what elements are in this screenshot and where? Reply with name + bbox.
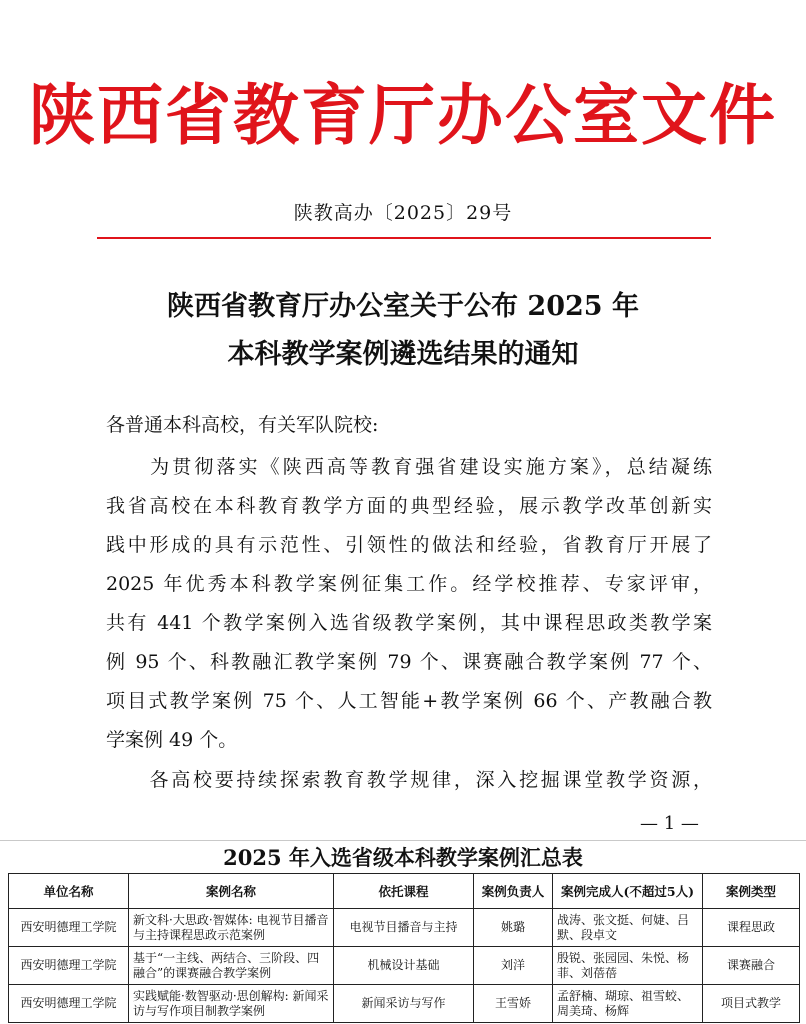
cell-type: 课赛融合 [703,947,800,985]
cell-type: 项目式教学 [703,985,800,1023]
cell-lead: 王雪娇 [474,985,553,1023]
paragraph-line: 践中形成的具有示范性、引领性的做法和经验，省教育厅开展了 [106,534,712,556]
notice-title-line1: 陕西省教育厅办公室关于公布 2025 年 [167,291,639,322]
paragraph-1 [106,448,712,760]
page-number: — 1 — [640,813,699,834]
table-row [9,985,800,1023]
cell-course: 电视节目播音与主持 [334,909,474,947]
paragraph-line: 共有 441 个教学案例入选省级教学案例，其中课程思政类教学案 [106,612,712,634]
column-header: 案例类型 [703,874,800,909]
cell-case-name: 新文科·大思政·智媒体: 电视节目播音与主持课程思政示范案例 [129,909,334,947]
table-title: 2025 年入选省级本科教学案例汇总表 [223,845,583,870]
paragraph-line: 为贯彻落实《陕西高等教育强省建设实施方案》，总结凝练 [106,456,712,478]
cell-case-name: 基于“一主线、两结合、三阶段、四融合”的课赛融合教学案例 [129,947,334,985]
cell-type: 课程思政 [703,909,800,947]
paragraph-line: 2025 年优秀本科教学案例征集工作。经学校推荐、专家评审， [106,573,712,595]
cell-case-name: 实践赋能·数智驱动·思创解构: 新闻采访与写作项目制教学案例 [129,985,334,1023]
table-row [9,947,800,985]
table-row [9,909,800,947]
cell-members: 孟舒楠、瑚琼、祖雪蛟、周美琦、杨辉 [553,985,703,1023]
paragraph-line: 例 95 个、科教融汇教学案例 79 个、课赛融合教学案例 77 个、 [106,651,712,673]
column-header: 案例名称 [129,874,334,909]
column-header: 案例完成人(不超过5人) [553,874,703,909]
cell-members: 战涛、张文挺、何婕、吕默、段卓文 [553,909,703,947]
paragraph-line: 我省高校在本科教育教学方面的典型经验，展示教学改革创新实 [106,495,712,517]
summary-page [0,841,806,1024]
cell-course: 新闻采访与写作 [334,985,474,1023]
paragraph-line: 项目式教学案例 75 个、人工智能+教学案例 66 个、产教融合教 [106,690,712,712]
column-header: 单位名称 [9,874,129,909]
cell-unit: 西安明德理工学院 [9,947,129,985]
summary-table [8,873,800,1023]
cell-lead: 刘洋 [474,947,553,985]
cell-unit: 西安明德理工学院 [9,985,129,1023]
red-divider-line [97,237,711,239]
cell-lead: 姚璐 [474,909,553,947]
table-header-row [9,874,800,909]
paragraph-2 [106,761,712,800]
paragraph-line: 各高校要持续探索教育教学规律，深入挖掘课堂教学资源， [106,769,712,791]
cell-members: 殷锐、张园园、朱悦、杨菲、刘蓓蓓 [553,947,703,985]
notice-title-line2: 本科教学案例遴选结果的通知 [227,339,579,370]
column-header: 案例负责人 [474,874,553,909]
masthead-title: 陕西省教育厅办公室文件 [29,76,777,154]
salutation: 各普通本科高校，有关军队院校: [106,414,379,436]
column-header: 依托课程 [334,874,474,909]
cell-unit: 西安明德理工学院 [9,909,129,947]
cell-course: 机械设计基础 [334,947,474,985]
document-number: 陕教高办〔2025〕29号 [293,202,513,224]
paragraph-line: 学案例 49 个。 [106,729,238,751]
